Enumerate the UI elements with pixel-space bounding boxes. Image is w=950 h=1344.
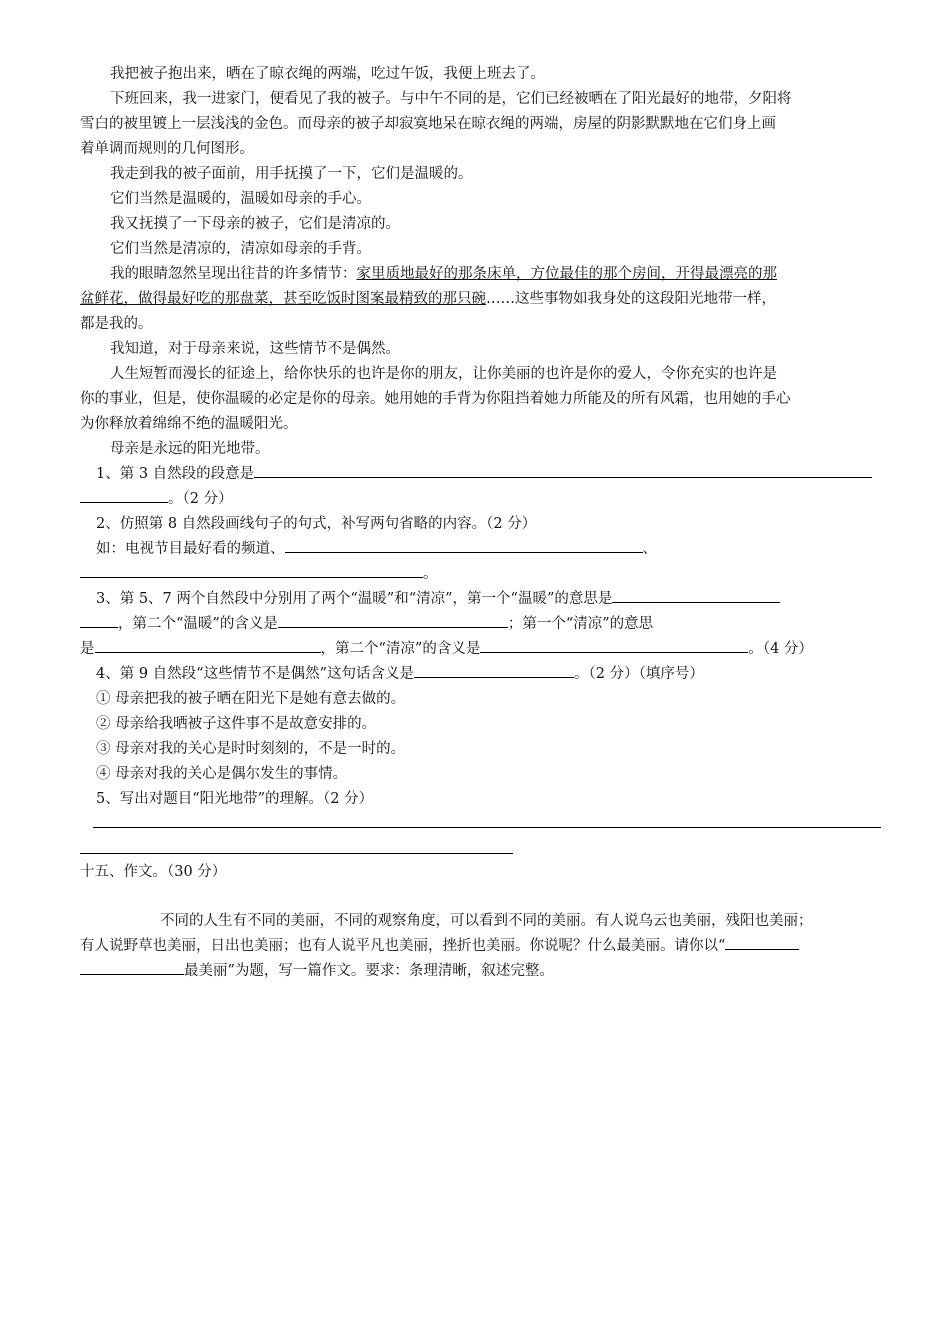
passage-paragraph-7-line-1 bbox=[80, 262, 905, 286]
answer-blank-q2-a[interactable] bbox=[285, 538, 643, 553]
passage-paragraph-2-line-1: 下班回来，我一进家门，便看见了我的被子。与中午不同的是，它们已经被晒在了阳光最好的地带，夕阳将 bbox=[110, 91, 792, 107]
passage-paragraph-7-line-3: 都是我的。 bbox=[80, 316, 153, 332]
question-1 bbox=[80, 462, 876, 486]
question-3-line-2 bbox=[80, 612, 875, 636]
question-3 bbox=[80, 587, 891, 611]
question-1-cont bbox=[80, 487, 875, 511]
essay-prompt-line-3 bbox=[80, 959, 875, 983]
underlined-sentence-part-2: 盆鲜花，做得最好吃的那盘菜，甚至吃饭时图案最精致的那只碗 bbox=[80, 291, 486, 307]
question-3-second-warm: ，第二个“温暖”的含义是 bbox=[118, 616, 278, 632]
passage-paragraph-2-line-2: 雪白的被里镀上一层浅浅的金色。而母亲的被子却寂寞地呆在晾衣绳的两端，房屋的阴影默默地在它们身上画 bbox=[80, 116, 776, 132]
question-2-cont bbox=[80, 562, 875, 586]
question-3-line-3 bbox=[80, 637, 875, 661]
essay-title-blank-b[interactable] bbox=[80, 960, 184, 975]
paragraph-7-continuation: ……这些事物如我身处的这段阳光地带一样， bbox=[486, 291, 776, 307]
passage-paragraph-7-line-2 bbox=[80, 287, 875, 311]
question-1-points: 。（2 分） bbox=[168, 491, 233, 507]
passage-paragraph-9-line-3: 为你释放着绵绵不绝的温暖阳光。 bbox=[80, 416, 298, 432]
passage-paragraph-10: 母亲是永远的阳光地带。 bbox=[110, 441, 270, 457]
question-4-prompt: 4、第 9 自然段“这些情节不是偶然”这句话含义是 bbox=[96, 666, 414, 682]
underlined-sentence-part-1: 家里质地最好的那条床单，方位最佳的那个房间，开得最漂亮的那 bbox=[356, 266, 777, 282]
passage-paragraph-9-line-1: 人生短暂而漫长的征途上，给你快乐的也许是你的朋友，让你美丽的也许是你的爱人，令你充实的也许是 bbox=[110, 366, 777, 382]
answer-line-q5-1[interactable] bbox=[93, 827, 881, 828]
answer-blank-q3-e[interactable] bbox=[480, 638, 748, 653]
passage-paragraph-5: 我又抚摸了一下母亲的被子，它们是清凉的。 bbox=[110, 216, 400, 232]
answer-blank-q3-d[interactable] bbox=[95, 638, 321, 653]
question-3-points: 。（4 分） bbox=[748, 641, 813, 657]
passage-paragraph-3: 我走到我的被子面前，用手抚摸了一下，它们是温暖的。 bbox=[110, 166, 473, 182]
essay-title-blank-a[interactable] bbox=[725, 935, 799, 950]
question-3-second-cool: ，第二个“清凉”的含义是 bbox=[320, 641, 481, 657]
example-prefix: 如：电视节目最好看的频道、 bbox=[96, 541, 285, 557]
passage-paragraph-1: 我把被子抱出来，晒在了晾衣绳的两端，吃过午饭，我便上班去了。 bbox=[110, 66, 545, 82]
answer-blank-q2-b[interactable] bbox=[80, 563, 423, 578]
answer-blank-q4[interactable] bbox=[414, 663, 574, 678]
answer-blank-q3-a[interactable] bbox=[612, 588, 780, 603]
question-4 bbox=[80, 662, 891, 686]
answer-blank-q3-b[interactable] bbox=[80, 613, 118, 628]
passage-paragraph-9-line-2: 你的事业，但是，使你温暖的必定是你的母亲。她用她的手背为你阻挡着她力所能及的所有风霜，也用她的手心 bbox=[80, 391, 791, 407]
essay-prompt-text: 有人说野草也美丽，日出也美丽；也有人说平凡也美丽，挫折也美丽。你说呢？什么最美丽。请你以“ bbox=[80, 938, 726, 954]
answer-blank-q3-c[interactable] bbox=[278, 613, 508, 628]
passage-paragraph-8: 我知道，对于母亲来说，这些情节不是偶然。 bbox=[110, 341, 400, 357]
essay-prompt-line-2 bbox=[80, 934, 880, 958]
question-1-prompt: 1、第 3 自然段的段意是 bbox=[96, 466, 255, 482]
question-5: 5、写出对题目“阳光地带”的理解。（2 分） bbox=[96, 791, 374, 807]
question-3-first-cool: ；第一个“清凉”的意思 bbox=[507, 616, 654, 632]
example-separator: 、 bbox=[642, 541, 657, 557]
example-end: 。 bbox=[423, 566, 438, 582]
passage-paragraph-6: 它们当然是清凉的，清凉如母亲的手背。 bbox=[110, 241, 371, 257]
passage-paragraph-2-line-3: 着单调而规则的几何图形。 bbox=[80, 141, 254, 157]
question-4-option-1: ① 母亲把我的被子晒在阳光下是她有意去做的。 bbox=[96, 691, 406, 707]
question-4-option-3: ③ 母亲对我的关心是时时刻刻的，不是一时的。 bbox=[96, 741, 406, 757]
answer-blank-q1-a[interactable] bbox=[254, 463, 872, 478]
question-3-prompt: 3、第 5、7 两个自然段中分别用了两个“温暖”和“清凉”，第一个“温暖”的意思是 bbox=[96, 591, 613, 607]
question-2-example bbox=[80, 537, 891, 561]
essay-prompt-line-1: 不同的人生有不同的美丽，不同的观察角度，可以看到不同的美丽。有人说乌云也美丽，残阳也美丽； bbox=[160, 913, 813, 929]
essay-requirements: 最美丽”为题，写一篇作文。要求：条理清晰，叙述完整。 bbox=[184, 963, 554, 979]
question-4-option-4: ④ 母亲对我的关心是偶尔发生的事情。 bbox=[96, 766, 348, 782]
answer-blank-q1-b[interactable] bbox=[80, 488, 168, 503]
question-3-is: 是 bbox=[80, 641, 95, 657]
question-2: 2、仿照第 8 自然段画线句子的句式，补写两句省略的内容。（2 分） bbox=[96, 516, 537, 532]
passage-paragraph-4: 它们当然是温暖的，温暖如母亲的手心。 bbox=[110, 191, 371, 207]
answer-line-q5-2[interactable] bbox=[80, 853, 513, 854]
question-4-option-2: ② 母亲给我晒被子这件事不是故意安排的。 bbox=[96, 716, 377, 732]
paragraph-7-intro: 我的眼睛忽然呈现出往昔的许多情节： bbox=[110, 266, 357, 282]
question-4-points: 。（2 分）（填序号） bbox=[574, 666, 704, 682]
essay-heading: 十五、作文。（30 分） bbox=[80, 864, 227, 880]
